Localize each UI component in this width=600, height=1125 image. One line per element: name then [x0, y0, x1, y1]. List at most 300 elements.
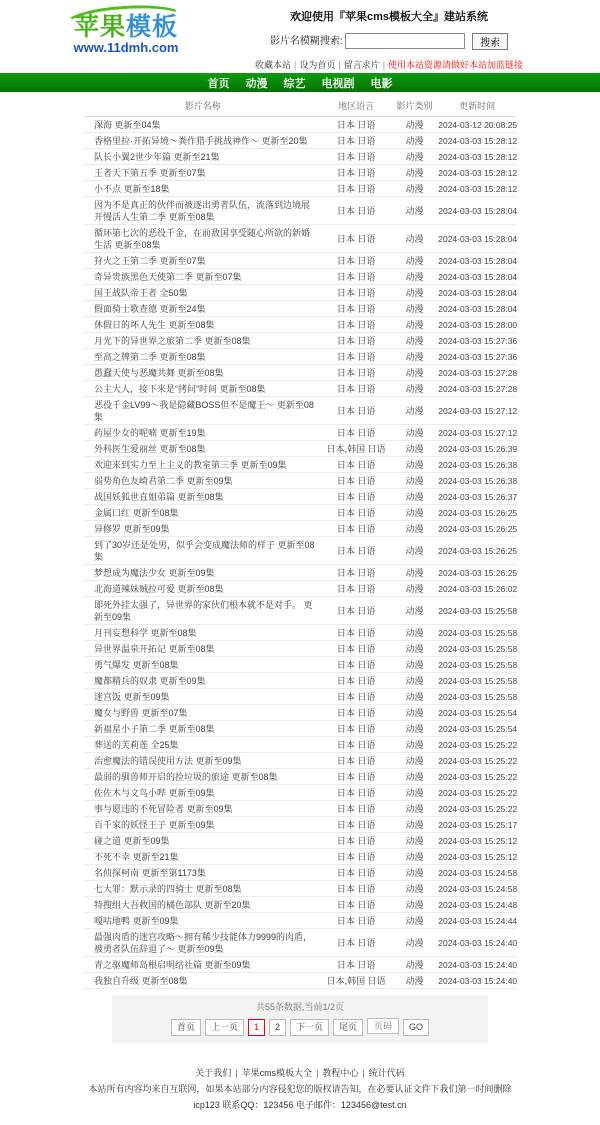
cell-title: [84, 768, 322, 784]
cell-updated: 2024-03-03 15:26:02: [438, 580, 516, 596]
cell-updated: 2024-03-03 15:28:04: [438, 224, 516, 252]
cell-title: [84, 164, 322, 180]
col-header-category: 影片类别: [391, 96, 439, 117]
movie-title-link[interactable]: 异修罗 更新至09集: [94, 523, 170, 534]
nav-item-综艺[interactable]: 综艺: [283, 77, 306, 90]
cell-updated: 2024-03-03 15:25:58: [438, 688, 516, 704]
cell-category: [391, 180, 439, 196]
nav-item-电视剧[interactable]: 电视剧: [321, 77, 355, 90]
quick-link[interactable]: 收藏本站: [254, 59, 291, 70]
pagination-buttons: [112, 1017, 488, 1036]
header-right: [239, 4, 539, 71]
category-link[interactable]: 动漫: [405, 545, 424, 556]
cell-region: 日本 日语: [322, 800, 391, 816]
main-nav: [0, 73, 600, 92]
cell-title: [84, 132, 322, 148]
footer-link[interactable]: 苹果cms模板大全: [241, 1067, 313, 1078]
cell-title: [84, 656, 322, 672]
movie-list-section: [84, 96, 516, 1043]
cell-category: [391, 300, 439, 316]
table-row: [84, 768, 516, 784]
category-link[interactable]: 动漫: [405, 959, 424, 970]
cell-title: [84, 912, 322, 928]
cell-region: 日本 日语: [322, 424, 391, 440]
cell-updated: 2024-03-03 15:27:36: [438, 332, 516, 348]
movie-title-link[interactable]: 到了30岁还是处男，似乎会变成魔法师的样子 更新至08集: [94, 539, 315, 562]
quick-link[interactable]: 留言求片: [343, 59, 380, 70]
category-link[interactable]: 动漫: [405, 787, 424, 798]
movie-title-link[interactable]: 新福星小子第二季 更新至08集: [94, 723, 215, 734]
search-button[interactable]: 搜索: [472, 33, 508, 50]
table-row: [84, 224, 516, 252]
cell-region: 日本 日语: [322, 580, 391, 596]
table-row: [84, 624, 516, 640]
category-link[interactable]: 动漫: [405, 627, 424, 638]
category-link[interactable]: 动漫: [405, 507, 424, 518]
quick-link[interactable]: 设为首页: [299, 59, 336, 70]
cell-category: [391, 332, 439, 348]
cell-title: [84, 252, 322, 268]
movie-title-link[interactable]: 名侦探柯南 更新至第1173集: [94, 867, 206, 878]
movie-title-link[interactable]: 最弱的驯兽师开启的捡垃圾的旅途 更新至08集: [94, 771, 278, 782]
cell-category: [391, 396, 439, 424]
movie-title-link[interactable]: 特搜组大吾救国的橘色部队 更新至20集: [94, 899, 251, 910]
pagination: [112, 995, 488, 1043]
category-link[interactable]: 动漫: [405, 167, 424, 178]
category-link[interactable]: 动漫: [405, 271, 424, 282]
movie-title-link[interactable]: 深海 更新至04集: [94, 119, 161, 130]
logo-url: www.11dmh.com: [73, 40, 179, 55]
cell-region: 日本 日语: [322, 224, 391, 252]
category-link[interactable]: 动漫: [405, 643, 424, 654]
page-go-button[interactable]: GO: [403, 1019, 429, 1036]
movie-title-link[interactable]: 弱势角色友崎君第二季 更新至09集: [94, 475, 233, 486]
cell-category: [391, 832, 439, 848]
cell-region: 日本 日语: [322, 268, 391, 284]
category-link[interactable]: 动漫: [405, 583, 424, 594]
cell-updated: 2024-03-03 15:26:39: [438, 440, 516, 456]
page-number-input[interactable]: [367, 1018, 399, 1034]
category-link[interactable]: 动漫: [405, 899, 424, 910]
cell-category: [391, 488, 439, 504]
movie-title-link[interactable]: 魔女与野兽 更新至07集: [94, 707, 188, 718]
category-link[interactable]: 动漫: [405, 367, 424, 378]
category-link[interactable]: 动漫: [405, 383, 424, 394]
movie-title-link[interactable]: 月刊妄想科学 更新至08集: [94, 627, 197, 638]
category-link[interactable]: 动漫: [405, 755, 424, 766]
movie-title-link[interactable]: 百千家的妖怪王子 更新至09集: [94, 819, 215, 830]
cell-title: [84, 536, 322, 564]
cell-category: [391, 928, 439, 956]
page-number-2[interactable]: 2: [269, 1019, 286, 1036]
cell-title: [84, 688, 322, 704]
movie-title-link[interactable]: 至高之牌第二季 更新至08集: [94, 351, 206, 362]
cell-title: [84, 816, 322, 832]
col-header-title: 影片名称: [84, 96, 322, 117]
movie-title-link[interactable]: 因为不是真正的伙伴而被逐出勇者队伍，流落到边境展开慢活人生第二季 更新至08集: [94, 199, 311, 222]
cell-title: [84, 928, 322, 956]
table-row: [84, 848, 516, 864]
cell-updated: 2024-03-03 15:25:58: [438, 624, 516, 640]
cell-title: [84, 196, 322, 224]
nav-item-动漫[interactable]: 动漫: [245, 77, 268, 90]
movie-title-link[interactable]: 金属口红 更新至08集: [94, 507, 179, 518]
cell-region: 日本 日语: [322, 396, 391, 424]
cell-region: 日本 日语: [322, 832, 391, 848]
movie-title-link[interactable]: 奇异贵族黑色天使第二季 更新至07集: [94, 271, 242, 282]
cell-region: 日本 日语: [322, 348, 391, 364]
movie-title-link[interactable]: 休假日的坏人先生 更新至08集: [94, 319, 215, 330]
category-link[interactable]: 动漫: [405, 459, 424, 470]
footer-links: [0, 1065, 600, 1081]
movie-title-link[interactable]: 王者天下第五季 更新至07集: [94, 167, 206, 178]
cell-updated: 2024-03-03 15:28:04: [438, 268, 516, 284]
cell-region: 日本,韩国 日语: [322, 972, 391, 988]
movie-table-body: [84, 116, 516, 988]
cell-updated: 2024-03-03 15:25:22: [438, 736, 516, 752]
cell-updated: 2024-03-03 15:25:58: [438, 656, 516, 672]
table-row: [84, 912, 516, 928]
movie-title-link[interactable]: 循环第七次的恶役千金，在前敌国享受随心所欲的新婚生活 更新至08集: [94, 227, 311, 250]
page-last-button[interactable]: 尾页: [333, 1019, 363, 1036]
category-link[interactable]: 动漫: [405, 255, 424, 266]
cell-title: [84, 596, 322, 624]
movie-title-link[interactable]: 碰之道 更新至09集: [94, 835, 170, 846]
page-first-button[interactable]: 首页: [171, 1019, 201, 1036]
category-link[interactable]: 动漫: [405, 567, 424, 578]
movie-title-link[interactable]: 迷宫饭 更新至09集: [94, 691, 170, 702]
movie-title-link[interactable]: 七大罪：默示录的四骑士 更新至08集: [94, 883, 242, 894]
category-link[interactable]: 动漫: [405, 491, 424, 502]
movie-title-link[interactable]: 公主大人，接下来是“拷问”时间 更新至08集: [94, 383, 266, 394]
movie-title-link[interactable]: 勇气爆发 更新至08集: [94, 659, 179, 670]
movie-title-link[interactable]: 北海道辣妹贼拉可爱 更新至08集: [94, 583, 224, 594]
cell-category: [391, 520, 439, 536]
table-row: [84, 784, 516, 800]
footer-link[interactable]: 教程中心: [322, 1067, 359, 1078]
table-row: [84, 880, 516, 896]
category-link[interactable]: 动漫: [405, 135, 424, 146]
category-link[interactable]: 动漫: [405, 851, 424, 862]
category-link[interactable]: 动漫: [405, 183, 424, 194]
logo-title-blue: 模板: [126, 13, 179, 41]
cell-updated: 2024-03-03 15:25:12: [438, 832, 516, 848]
category-link[interactable]: 动漫: [405, 287, 424, 298]
footer-link[interactable]: 关于我们: [195, 1067, 232, 1078]
table-row: [84, 720, 516, 736]
cell-updated: 2024-03-03 15:27:36: [438, 348, 516, 364]
movie-title-link[interactable]: 外科医生爱丽丝 更新至08集: [94, 443, 206, 454]
movie-title-link[interactable]: 队长小翼2世少年篇 更新至21集: [94, 151, 220, 162]
cell-category: [391, 148, 439, 164]
table-row: [84, 736, 516, 752]
cell-title: [84, 504, 322, 520]
cell-category: [391, 252, 439, 268]
cell-title: [84, 672, 322, 688]
table-row: [84, 564, 516, 580]
table-row: [84, 972, 516, 988]
table-row: [84, 268, 516, 284]
cell-region: 日本 日语: [322, 164, 391, 180]
table-row: [84, 832, 516, 848]
welcome-text: 欢迎使用『苹果cms模板大全』建站系统: [289, 11, 488, 23]
cell-title: [84, 348, 322, 364]
nav-item-首页[interactable]: 首页: [207, 77, 230, 90]
cell-category: [391, 348, 439, 364]
category-link[interactable]: 动漫: [405, 819, 424, 830]
cell-updated: 2024-03-03 15:26:25: [438, 564, 516, 580]
cell-category: [391, 580, 439, 596]
page-number-1[interactable]: 1: [248, 1019, 265, 1036]
cell-region: 日本 日语: [322, 956, 391, 972]
category-link[interactable]: 动漫: [405, 659, 424, 670]
cell-category: [391, 720, 439, 736]
footer-link-separator: |: [316, 1067, 319, 1078]
category-link[interactable]: 动漫: [405, 151, 424, 162]
cell-category: [391, 284, 439, 300]
cell-region: 日本 日语: [322, 284, 391, 300]
cell-title: [84, 896, 322, 912]
cell-region: 日本 日语: [322, 720, 391, 736]
movie-title-link[interactable]: 欢迎来到实力至上主义的教室第三季 更新至09集: [94, 459, 287, 470]
cell-title: [84, 800, 322, 816]
cell-category: [391, 880, 439, 896]
cell-title: [84, 396, 322, 424]
cell-title: [84, 832, 322, 848]
category-link[interactable]: 动漫: [405, 605, 424, 616]
movie-title-link[interactable]: 恶役千金LV99～我是隐藏BOSS但不是魔王～ 更新至08集: [94, 399, 314, 422]
cell-category: [391, 224, 439, 252]
page-prev-button[interactable]: 上一页: [205, 1019, 244, 1036]
cell-updated: 2024-03-03 15:25:58: [438, 640, 516, 656]
movie-title-link[interactable]: 药屋少女的呢喃 更新至19集: [94, 427, 206, 438]
table-row: [84, 504, 516, 520]
nav-item-电影[interactable]: 电影: [370, 77, 393, 90]
cell-title: [84, 268, 322, 284]
movie-title-link[interactable]: 月光下的异世界之旅第二季 更新至08集: [94, 335, 251, 346]
category-link[interactable]: 动漫: [405, 351, 424, 362]
cell-updated: 2024-03-03 15:28:04: [438, 252, 516, 268]
cell-updated: 2024-03-03 15:27:28: [438, 380, 516, 396]
movie-title-link[interactable]: 青之驱魔师岛根启明结社篇 更新至09集: [94, 959, 251, 970]
cell-category: [391, 268, 439, 284]
table-row: [84, 396, 516, 424]
table-row: [84, 656, 516, 672]
movie-title-link[interactable]: 战国妖狐世直姐弟篇 更新至08集: [94, 491, 224, 502]
cell-category: [391, 784, 439, 800]
cell-title: [84, 180, 322, 196]
table-row: [84, 688, 516, 704]
movie-title-link[interactable]: 嘎咕地鸭 更新至09集: [94, 915, 179, 926]
cell-title: [84, 956, 322, 972]
cell-region: 日本,韩国 日语: [322, 440, 391, 456]
category-link[interactable]: 动漫: [405, 975, 424, 986]
movie-title-link[interactable]: 治愈魔法的错误使用方法 更新至09集: [94, 755, 242, 766]
cell-region: 日本 日语: [322, 864, 391, 880]
cell-category: [391, 164, 439, 180]
cell-title: [84, 364, 322, 380]
category-link[interactable]: 动漫: [405, 303, 424, 314]
cell-region: 日本 日语: [322, 504, 391, 520]
cell-region: 日本 日语: [322, 520, 391, 536]
movie-title-link[interactable]: 即死外挂太强了，异世界的家伙们根本就不是对手。 更新至09集: [94, 599, 313, 622]
cell-category: [391, 536, 439, 564]
cell-region: 日本 日语: [322, 132, 391, 148]
page-footer: [0, 1065, 600, 1125]
movie-title-link[interactable]: 小不点 更新至18集: [94, 183, 170, 194]
search-input[interactable]: [345, 33, 465, 49]
cell-updated: 2024-03-03 15:25:54: [438, 704, 516, 720]
cell-updated: 2024-03-03 15:28:04: [438, 300, 516, 316]
cell-category: [391, 440, 439, 456]
category-link[interactable]: 动漫: [405, 427, 424, 438]
movie-title-link[interactable]: 梦想成为魔法少女 更新至09集: [94, 567, 215, 578]
cell-region: 日本 日语: [322, 624, 391, 640]
category-link[interactable]: 动漫: [405, 723, 424, 734]
site-logo[interactable]: [61, 4, 191, 55]
quick-links: [239, 58, 539, 71]
category-link[interactable]: 动漫: [405, 867, 424, 878]
table-row: [84, 252, 516, 268]
cell-title: [84, 488, 322, 504]
resource-notice: 使用本站资源请做好本站加蓝链接: [388, 59, 524, 70]
footer-link[interactable]: 统计代码: [368, 1067, 405, 1078]
search-row: [239, 32, 539, 50]
cell-region: 日本 日语: [322, 896, 391, 912]
table-row: [84, 928, 516, 956]
cell-region: 日本 日语: [322, 928, 391, 956]
category-link[interactable]: 动漫: [405, 739, 424, 750]
cell-title: [84, 784, 322, 800]
movie-title-link[interactable]: 我独自升级 更新至08集: [94, 975, 188, 986]
cell-updated: 2024-03-03 15:28:12: [438, 180, 516, 196]
cell-updated: 2024-03-03 15:28:12: [438, 132, 516, 148]
category-link[interactable]: 动漫: [405, 119, 424, 130]
cell-title: [84, 972, 322, 988]
cell-region: 日本 日语: [322, 332, 391, 348]
category-link[interactable]: 动漫: [405, 707, 424, 718]
cell-title: [84, 736, 322, 752]
cell-region: 日本 日语: [322, 736, 391, 752]
table-row: [84, 640, 516, 656]
cell-title: [84, 332, 322, 348]
cell-title: [84, 440, 322, 456]
movie-title-link[interactable]: 最强肉盾的迷宫攻略～拥有稀少技能体力9999的肉盾，被勇者队伍辞退了～ 更新至09集: [94, 931, 313, 954]
category-link[interactable]: 动漫: [405, 405, 424, 416]
col-header-updated: 更新时间: [438, 96, 516, 117]
cell-category: [391, 912, 439, 928]
movie-title-link[interactable]: 香格里拉·开拓异境～粪作猎手挑战神作～ 更新至20集: [94, 135, 308, 146]
cell-updated: 2024-03-03 15:24:44: [438, 912, 516, 928]
movie-title-link[interactable]: 国王战队帝王者 全50集: [94, 287, 188, 298]
cell-region: 日本 日语: [322, 672, 391, 688]
cell-region: 日本 日语: [322, 364, 391, 380]
cell-region: 日本 日语: [322, 704, 391, 720]
cell-category: [391, 364, 439, 380]
cell-title: [84, 640, 322, 656]
table-row: [84, 164, 516, 180]
table-row: [84, 956, 516, 972]
category-link[interactable]: 动漫: [405, 523, 424, 534]
movie-title-link[interactable]: 假面骑士歌查德 更新至24集: [94, 303, 206, 314]
movie-title-link[interactable]: 狩火之王第二季 更新至07集: [94, 255, 206, 266]
cell-category: [391, 864, 439, 880]
cell-updated: 2024-03-03 15:28:04: [438, 284, 516, 300]
movie-title-link[interactable]: 不死不幸 更新至21集: [94, 851, 179, 862]
footer-contact: icp123 联系QQ：123456 电子邮件：123456@test.cn: [193, 1099, 407, 1110]
table-row: [84, 148, 516, 164]
cell-updated: 2024-03-03 15:25:22: [438, 784, 516, 800]
category-link[interactable]: 动漫: [405, 691, 424, 702]
cell-updated: 2024-03-03 15:26:37: [438, 488, 516, 504]
cell-updated: 2024-03-03 15:26:25: [438, 536, 516, 564]
category-link[interactable]: 动漫: [405, 475, 424, 486]
movie-title-link[interactable]: 佐佐木与文鸟小哔 更新至09集: [94, 787, 215, 798]
category-link[interactable]: 动漫: [405, 803, 424, 814]
table-row: [84, 348, 516, 364]
table-row: [84, 672, 516, 688]
table-row: [84, 300, 516, 316]
movie-title-link[interactable]: 异世界温泉开拓记 更新至08集: [94, 643, 215, 654]
cell-region: 日本 日语: [322, 148, 391, 164]
cell-updated: 2024-03-03 15:28:12: [438, 148, 516, 164]
cell-category: [391, 504, 439, 520]
cell-category: [391, 380, 439, 396]
cell-category: [391, 196, 439, 224]
category-link[interactable]: 动漫: [405, 205, 424, 216]
cell-updated: 2024-03-03 15:25:58: [438, 672, 516, 688]
category-link[interactable]: 动漫: [405, 915, 424, 926]
cell-title: [84, 704, 322, 720]
movie-title-link[interactable]: 魔都精兵的奴隶 更新至09集: [94, 675, 206, 686]
cell-updated: 2024-03-03 15:26:25: [438, 520, 516, 536]
category-link[interactable]: 动漫: [405, 835, 424, 846]
category-link[interactable]: 动漫: [405, 233, 424, 244]
cell-title: [84, 148, 322, 164]
cell-updated: 2024-03-03 15:24:58: [438, 864, 516, 880]
cell-category: [391, 456, 439, 472]
movie-title-link[interactable]: 事与愿违的不死冒险者 更新至09集: [94, 803, 233, 814]
movie-title-link[interactable]: 愚蠢天使与恶魔共舞 更新至08集: [94, 367, 224, 378]
page-header: [0, 0, 600, 73]
cell-title: [84, 520, 322, 536]
category-link[interactable]: 动漫: [405, 883, 424, 894]
table-row: [84, 424, 516, 440]
cell-region: 日本 日语: [322, 488, 391, 504]
category-link[interactable]: 动漫: [405, 319, 424, 330]
table-row: [84, 704, 516, 720]
cell-updated: 2024-03-03 15:26:25: [438, 504, 516, 520]
table-row: [84, 520, 516, 536]
cell-title: [84, 580, 322, 596]
movie-title-link[interactable]: 葬送的芙莉莲 全25集: [94, 739, 179, 750]
cell-region: 日本 日语: [322, 300, 391, 316]
category-link[interactable]: 动漫: [405, 771, 424, 782]
cell-title: [84, 624, 322, 640]
category-link[interactable]: 动漫: [405, 937, 424, 948]
page-next-button[interactable]: 下一页: [290, 1019, 329, 1036]
category-link[interactable]: 动漫: [405, 443, 424, 454]
category-link[interactable]: 动漫: [405, 675, 424, 686]
table-row: [84, 864, 516, 880]
cell-title: [84, 848, 322, 864]
cell-region: 日本 日语: [322, 656, 391, 672]
cell-region: 日本 日语: [322, 848, 391, 864]
pagination-summary: 共55条数据,当前1/2页: [255, 1001, 345, 1012]
table-row: [84, 580, 516, 596]
category-link[interactable]: 动漫: [405, 335, 424, 346]
cell-updated: 2024-03-03 15:25:17: [438, 816, 516, 832]
